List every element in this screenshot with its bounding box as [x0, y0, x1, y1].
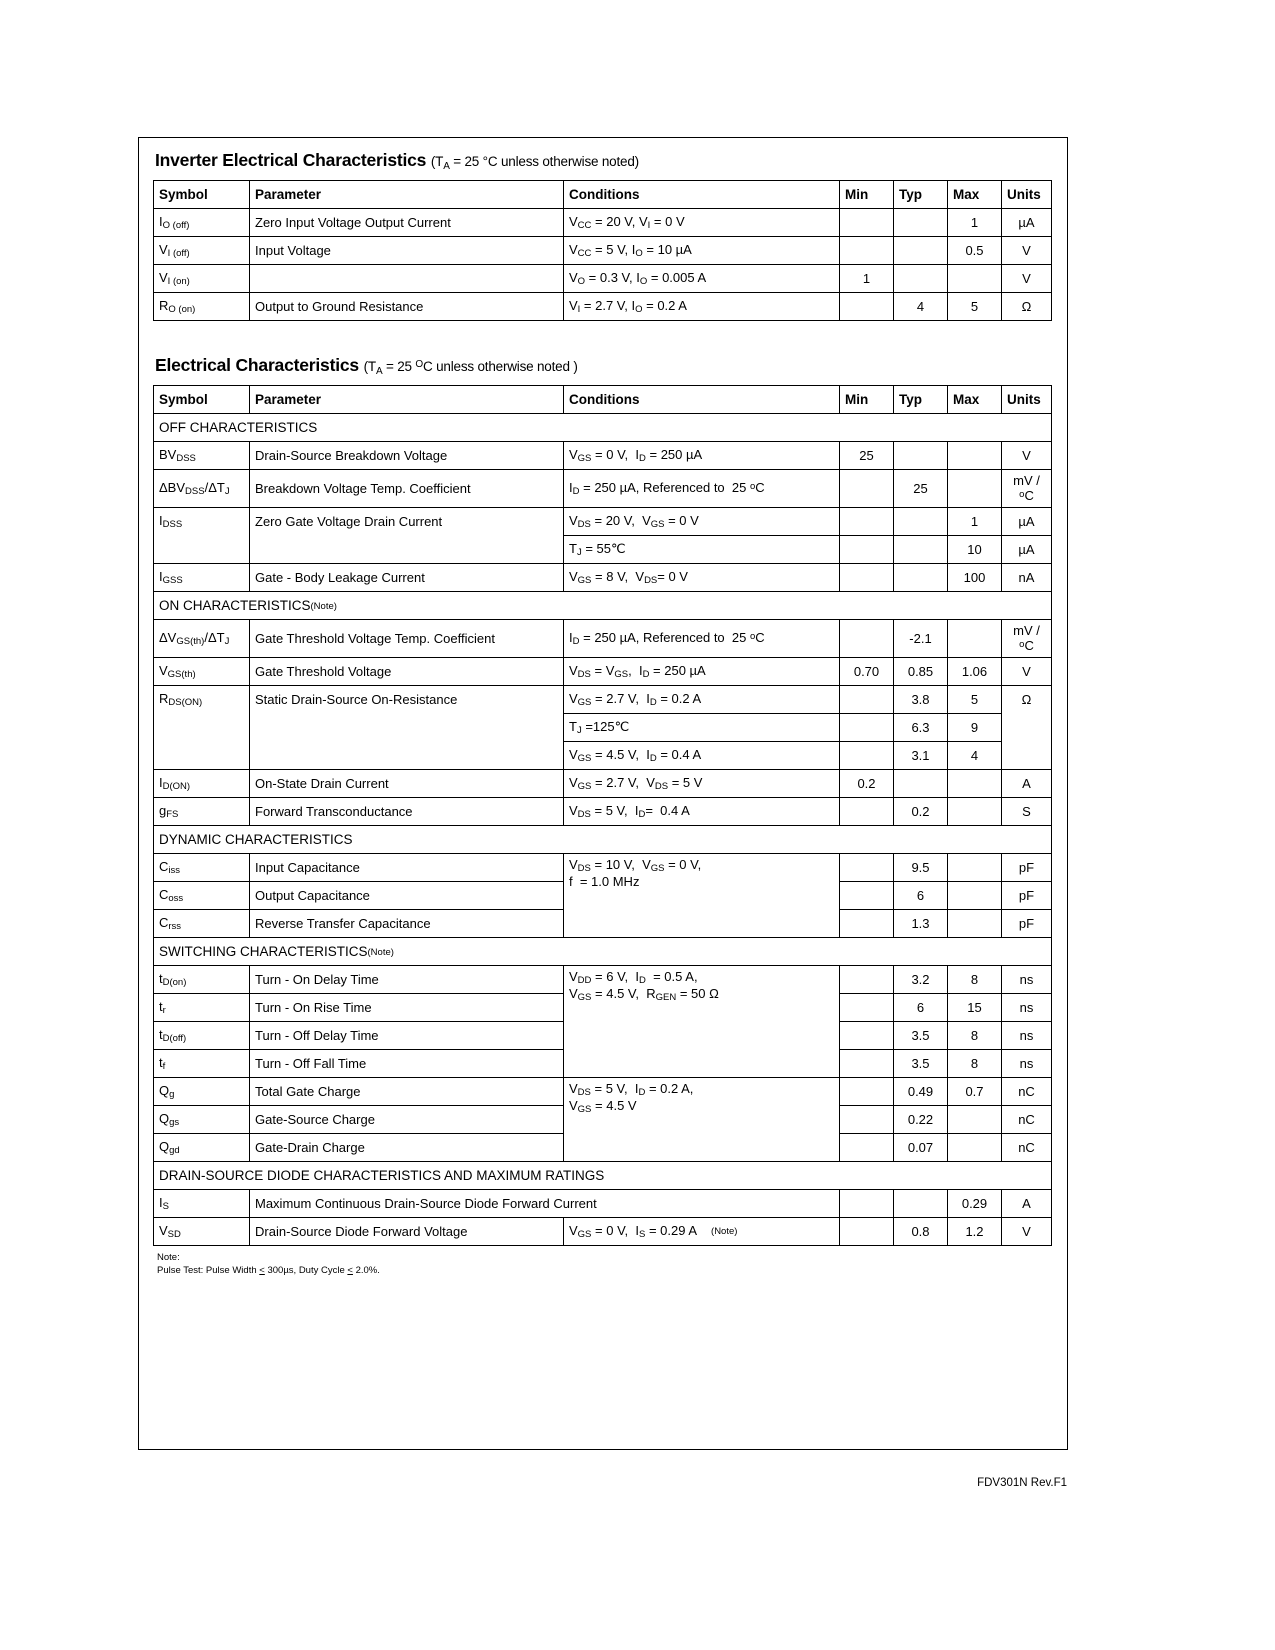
- cell-min: 1: [840, 265, 894, 293]
- col-typ: Typ: [894, 181, 948, 209]
- cell-max: [948, 854, 1002, 882]
- inverter-characteristics-table: [153, 180, 1052, 321]
- cell-symbol: $t_{D(on)}$: [154, 966, 250, 994]
- cell-symbol: $I_{DSS}$: [154, 508, 250, 536]
- cell-typ: 1.3: [894, 910, 948, 938]
- cell-conditions: $V_{DD} = 6$ V, $I_D = 0.5$ A, $V_{GS} = 4.5$ V, $R_{GEN} = 50$ Ω: [564, 966, 840, 1078]
- cell-conditions: $V_{GS} = 0$ V, $I_D = 250$ µA: [564, 442, 840, 470]
- cell-parameter: Total Gate Charge: [250, 1078, 564, 1106]
- cell-symbol: $t_{D(off)}$: [154, 1022, 250, 1050]
- cell-typ: [894, 209, 948, 237]
- cell-max: 8: [948, 1022, 1002, 1050]
- cell-conditions: $V_{DS} = 10$ V, $V_{GS} = 0$ V, f = 1.0 MHz: [564, 854, 840, 938]
- table-row: [154, 508, 1052, 536]
- electrical-characteristics-table: [153, 385, 1052, 1246]
- footnote-heading: Note:: [157, 1252, 180, 1263]
- table-row: [154, 265, 1052, 293]
- footnote-block: [157, 1252, 1053, 1278]
- cell-parameter: Input Voltage: [250, 237, 564, 265]
- cell-parameter: Zero Gate Voltage Drain Current: [250, 508, 564, 536]
- cell-max: 5: [948, 686, 1002, 714]
- cell-units: V: [1002, 237, 1052, 265]
- cell-parameter: Reverse Transfer Capacitance: [250, 910, 564, 938]
- cell-units: pF: [1002, 882, 1052, 910]
- cell-symbol: $C_{iss}$: [154, 854, 250, 882]
- cell-typ: 9.5: [894, 854, 948, 882]
- cell-symbol: $\Delta BV_{DSS}/\Delta T_J$: [154, 470, 250, 508]
- cell-typ: [894, 442, 948, 470]
- col-typ: Typ: [894, 386, 948, 414]
- cell-symbol: [154, 714, 250, 742]
- cell-parameter: Forward Transconductance: [250, 798, 564, 826]
- cell-min: [840, 910, 894, 938]
- group-label: DYNAMIC CHARACTERISTICS: [154, 826, 1052, 854]
- cell-min: [840, 237, 894, 265]
- cell-conditions-note: (Note): [711, 1225, 738, 1237]
- table-row: [154, 564, 1052, 592]
- cell-symbol: $I_{GSS}$: [154, 564, 250, 592]
- col-conditions: Conditions: [564, 386, 840, 414]
- cell-parameter: Input Capacitance: [250, 854, 564, 882]
- table-row: [154, 536, 1052, 564]
- section1-condition: ($T_A = 25$ °C unless otherwise noted): [430, 154, 639, 172]
- cell-max: 9: [948, 714, 1002, 742]
- cell-symbol: $Q_g$: [154, 1078, 250, 1106]
- cell-max: 1: [948, 508, 1002, 536]
- cell-conditions: $V_{CC} = 20$ V, $V_I = 0$ V: [564, 209, 840, 237]
- cell-max: [948, 442, 1002, 470]
- cell-min: [840, 994, 894, 1022]
- cell-min: [840, 564, 894, 592]
- cell-units: µA: [1002, 536, 1052, 564]
- cell-min: [840, 854, 894, 882]
- electrical-characteristics-heading: [155, 355, 1053, 377]
- col-units: Units: [1002, 181, 1052, 209]
- cell-typ: [894, 536, 948, 564]
- cell-min: [840, 209, 894, 237]
- cell-min: [840, 882, 894, 910]
- cell-conditions: $V_O = 0.3$ V, $I_O = 0.005$ A: [564, 265, 840, 293]
- cell-typ: 4: [894, 293, 948, 321]
- cell-conditions: $T_J$ =125℃: [564, 714, 840, 742]
- cell-max: 0.5: [948, 237, 1002, 265]
- cell-max: 0.7: [948, 1078, 1002, 1106]
- cell-min: [840, 1218, 894, 1246]
- cell-units: mV / $^o$C: [1002, 470, 1052, 508]
- cell-max: [948, 470, 1002, 508]
- cell-min: [840, 1106, 894, 1134]
- table-row: [154, 686, 1052, 714]
- col-min: Min: [840, 386, 894, 414]
- cell-max: 8: [948, 1050, 1002, 1078]
- cell-max: 0.29: [948, 1190, 1002, 1218]
- inverter-electrical-characteristics-heading: [155, 150, 1053, 172]
- cell-conditions: $V_{DS} = 20$ V, $V_{GS} = 0$ V: [564, 508, 840, 536]
- table-row: [154, 620, 1052, 658]
- cell-typ: 3.2: [894, 966, 948, 994]
- cell-units: V: [1002, 1218, 1052, 1246]
- footnote-text: Pulse Test: Pulse Width < 300µs, Duty Cycle < 2.0%.: [157, 1264, 380, 1276]
- cell-typ: [894, 508, 948, 536]
- cell-max: [948, 1134, 1002, 1162]
- cell-units: pF: [1002, 910, 1052, 938]
- group-row-on-characteristics: [154, 592, 1052, 620]
- cell-parameter: Zero Input Voltage Output Current: [250, 209, 564, 237]
- cell-parameter: Turn - Off Fall Time: [250, 1050, 564, 1078]
- cell-units: Ω: [1002, 686, 1052, 714]
- group-row-dynamic-characteristics: [154, 826, 1052, 854]
- cell-typ: 0.22: [894, 1106, 948, 1134]
- cell-max: 1.2: [948, 1218, 1002, 1246]
- cell-symbol: $g_{FS}$: [154, 798, 250, 826]
- cell-symbol: $V_{I (on)}$: [154, 265, 250, 293]
- cell-min: [840, 536, 894, 564]
- table-row: [154, 442, 1052, 470]
- cell-symbol: $Q_{gs}$: [154, 1106, 250, 1134]
- cell-conditions: $V_{DS} = V_{GS}$, $I_D = 250$ µA: [564, 658, 840, 686]
- cell-parameter: Gate Threshold Voltage: [250, 658, 564, 686]
- table-row: [154, 237, 1052, 265]
- group-row-switching-characteristics: [154, 938, 1052, 966]
- cell-parameter: [250, 536, 564, 564]
- cell-parameter: Maximum Continuous Drain-Source Diode Forward Current: [250, 1190, 840, 1218]
- cell-max: 8: [948, 966, 1002, 994]
- cell-typ: [894, 237, 948, 265]
- cell-units: [1002, 714, 1052, 742]
- cell-conditions: $V_{GS} = 0$ V, $I_S = 0.29$ A (Note): [564, 1218, 840, 1246]
- section1-title: Inverter Electrical Characteristics: [155, 150, 427, 170]
- cell-min: [840, 470, 894, 508]
- cell-min: [840, 714, 894, 742]
- cell-symbol: $BV_{DSS}$: [154, 442, 250, 470]
- cell-symbol: $R_{O (on)}$: [154, 293, 250, 321]
- cell-typ: 3.8: [894, 686, 948, 714]
- cell-min: [840, 1078, 894, 1106]
- cell-min: [840, 1190, 894, 1218]
- group-label: ON CHARACTERISTICS: [159, 597, 311, 613]
- cell-max: [948, 1106, 1002, 1134]
- cell-typ: 6.3: [894, 714, 948, 742]
- cell-symbol: $Q_{gd}$: [154, 1134, 250, 1162]
- page-footer: FDV301N Rev.F1: [977, 1477, 1067, 1489]
- cell-conditions: $V_{GS} = 2.7$ V, $V_{DS} = 5$ V: [564, 770, 840, 798]
- cell-conditions: $V_{GS} = 4.5$ V, $I_D = 0.4$ A: [564, 742, 840, 770]
- table-row: [154, 742, 1052, 770]
- cell-parameter: Turn - On Rise Time: [250, 994, 564, 1022]
- col-units: Units: [1002, 386, 1052, 414]
- cell-conditions: $I_D = 250$ µA, Referenced to 25 $^o$C: [564, 470, 840, 508]
- cell-parameter: Gate Threshold Voltage Temp. Coefficient: [250, 620, 564, 658]
- cell-typ: 0.2: [894, 798, 948, 826]
- cell-units: nC: [1002, 1078, 1052, 1106]
- cell-units: V: [1002, 265, 1052, 293]
- cell-typ: 25: [894, 470, 948, 508]
- cell-units: [1002, 742, 1052, 770]
- cell-min: 25: [840, 442, 894, 470]
- cell-symbol: $V_{I (off)}$: [154, 237, 250, 265]
- cell-conditions: $V_{CC} = 5$ V, $I_O = 10$ µA: [564, 237, 840, 265]
- cell-units: µA: [1002, 508, 1052, 536]
- cell-symbol: $I_S$: [154, 1190, 250, 1218]
- table-row: [154, 1078, 1052, 1106]
- cell-typ: 3.1: [894, 742, 948, 770]
- cell-max: [948, 265, 1002, 293]
- cell-parameter: Breakdown Voltage Temp. Coefficient: [250, 470, 564, 508]
- cell-conditions: $V_{GS} = 8$ V, $V_{DS}= 0$ V: [564, 564, 840, 592]
- cell-symbol: $t_f$: [154, 1050, 250, 1078]
- cell-symbol: [154, 742, 250, 770]
- cell-parameter: Drain-Source Diode Forward Voltage: [250, 1218, 564, 1246]
- cell-max: [948, 798, 1002, 826]
- cell-max: [948, 770, 1002, 798]
- cell-typ: -2.1: [894, 620, 948, 658]
- cell-parameter: Turn - Off Delay Time: [250, 1022, 564, 1050]
- section-spacer: [153, 321, 1053, 355]
- cell-parameter: On-State Drain Current: [250, 770, 564, 798]
- section2-condition: ($T_A = 25$ $^O$C unless otherwise noted ): [363, 359, 578, 377]
- cell-parameter: [250, 265, 564, 293]
- cell-typ: 0.49: [894, 1078, 948, 1106]
- table-row: [154, 658, 1052, 686]
- group-row-off-characteristics: [154, 414, 1052, 442]
- cell-max: 10: [948, 536, 1002, 564]
- cell-parameter: Static Drain-Source On-Resistance: [250, 686, 564, 714]
- cell-typ: 6: [894, 882, 948, 910]
- cell-units: Ω: [1002, 293, 1052, 321]
- datasheet-page: [138, 137, 1068, 1489]
- cell-typ: 3.5: [894, 1022, 948, 1050]
- cell-typ: [894, 770, 948, 798]
- table-row: [154, 798, 1052, 826]
- cell-symbol: $t_r$: [154, 994, 250, 1022]
- cell-max: 1.06: [948, 658, 1002, 686]
- cell-parameter: [250, 714, 564, 742]
- cell-symbol: $I_{O (off)}$: [154, 209, 250, 237]
- cell-symbol: $C_{oss}$: [154, 882, 250, 910]
- section2-title: Electrical Characteristics: [155, 355, 359, 375]
- table-row: [154, 1218, 1052, 1246]
- group-note: (Note): [367, 946, 394, 958]
- cell-parameter: Turn - On Delay Time: [250, 966, 564, 994]
- table-row: [154, 209, 1052, 237]
- cell-parameter: Output Capacitance: [250, 882, 564, 910]
- cell-parameter: Gate-Drain Charge: [250, 1134, 564, 1162]
- cell-typ: [894, 564, 948, 592]
- cell-units: nA: [1002, 564, 1052, 592]
- group-label: SWITCHING CHARACTERISTICS: [159, 943, 368, 959]
- cell-max: 100: [948, 564, 1002, 592]
- table-row: [154, 1190, 1052, 1218]
- cell-parameter: Gate-Source Charge: [250, 1106, 564, 1134]
- cell-conditions: $V_{DS} = 5$ V, $I_D = 0.2$ A, $V_{GS} = 4.5$ V: [564, 1078, 840, 1162]
- col-max: Max: [948, 181, 1002, 209]
- cell-min: [840, 798, 894, 826]
- cell-min: 0.2: [840, 770, 894, 798]
- cell-units: V: [1002, 658, 1052, 686]
- cell-min: [840, 508, 894, 536]
- cell-symbol: $V_{GS(th)}$: [154, 658, 250, 686]
- table-row: [154, 714, 1052, 742]
- cell-min: [840, 1022, 894, 1050]
- cell-units: nC: [1002, 1134, 1052, 1162]
- cell-min: [840, 620, 894, 658]
- cell-symbol: [154, 536, 250, 564]
- col-parameter: Parameter: [250, 386, 564, 414]
- cell-symbol: $I_{D(ON)}$: [154, 770, 250, 798]
- cell-max: 5: [948, 293, 1002, 321]
- table-row: [154, 293, 1052, 321]
- cell-parameter: Gate - Body Leakage Current: [250, 564, 564, 592]
- group-label: OFF CHARACTERISTICS: [154, 414, 1052, 442]
- col-conditions: Conditions: [564, 181, 840, 209]
- col-min: Min: [840, 181, 894, 209]
- table-row: [154, 966, 1052, 994]
- cell-typ: [894, 1190, 948, 1218]
- cell-units: ns: [1002, 1050, 1052, 1078]
- table-header-row: [154, 386, 1052, 414]
- cell-conditions: $T_J$ = 55℃: [564, 536, 840, 564]
- cell-units: A: [1002, 1190, 1052, 1218]
- cell-max: [948, 910, 1002, 938]
- cell-typ: 0.07: [894, 1134, 948, 1162]
- cell-conditions: $I_D = 250$ µA, Referenced to 25 $^o$C: [564, 620, 840, 658]
- cell-units: S: [1002, 798, 1052, 826]
- col-symbol: Symbol: [154, 181, 250, 209]
- table-header-row: [154, 181, 1052, 209]
- cell-min: 0.70: [840, 658, 894, 686]
- table-row: [154, 854, 1052, 882]
- cell-parameter: [250, 742, 564, 770]
- cell-units: nC: [1002, 1106, 1052, 1134]
- cell-units: µA: [1002, 209, 1052, 237]
- cell-units: ns: [1002, 1022, 1052, 1050]
- col-max: Max: [948, 386, 1002, 414]
- cell-min: [840, 742, 894, 770]
- cell-min: [840, 293, 894, 321]
- cell-parameter: Output to Ground Resistance: [250, 293, 564, 321]
- cell-typ: 0.85: [894, 658, 948, 686]
- cell-units: pF: [1002, 854, 1052, 882]
- cell-typ: 6: [894, 994, 948, 1022]
- cell-conditions: $V_I = 2.7$ V, $I_O = 0.2$ A: [564, 293, 840, 321]
- cell-units: mV / $^o$C: [1002, 620, 1052, 658]
- cell-typ: [894, 265, 948, 293]
- cell-min: [840, 1134, 894, 1162]
- cell-conditions: $V_{DS} = 5$ V, $I_D= 0.4$ A: [564, 798, 840, 826]
- cell-max: [948, 882, 1002, 910]
- group-row-diode-characteristics: [154, 1162, 1052, 1190]
- cell-units: ns: [1002, 966, 1052, 994]
- cell-units: ns: [1002, 994, 1052, 1022]
- cell-symbol: $R_{DS(ON)}$: [154, 686, 250, 714]
- cell-typ: 3.5: [894, 1050, 948, 1078]
- cell-typ: 0.8: [894, 1218, 948, 1246]
- cell-min: [840, 1050, 894, 1078]
- cell-max: 15: [948, 994, 1002, 1022]
- cell-units: V: [1002, 442, 1052, 470]
- table-row: [154, 470, 1052, 508]
- cell-min: [840, 686, 894, 714]
- cell-symbol: $V_{SD}$: [154, 1218, 250, 1246]
- cell-max: [948, 620, 1002, 658]
- cell-min: [840, 966, 894, 994]
- group-label: DRAIN-SOURCE DIODE CHARACTERISTICS AND MAXIMUM RATINGS: [154, 1162, 1052, 1190]
- table-row: [154, 770, 1052, 798]
- cell-max: 1: [948, 209, 1002, 237]
- cell-symbol: $\Delta V_{GS(th)}/\Delta T_J$: [154, 620, 250, 658]
- cell-max: 4: [948, 742, 1002, 770]
- cell-parameter: Drain-Source Breakdown Voltage: [250, 442, 564, 470]
- cell-conditions: $V_{GS} = 2.7$ V, $I_D = 0.2$ A: [564, 686, 840, 714]
- group-note: (Note): [310, 600, 337, 612]
- col-parameter: Parameter: [250, 181, 564, 209]
- cell-units: A: [1002, 770, 1052, 798]
- cell-symbol: $C_{rss}$: [154, 910, 250, 938]
- col-symbol: Symbol: [154, 386, 250, 414]
